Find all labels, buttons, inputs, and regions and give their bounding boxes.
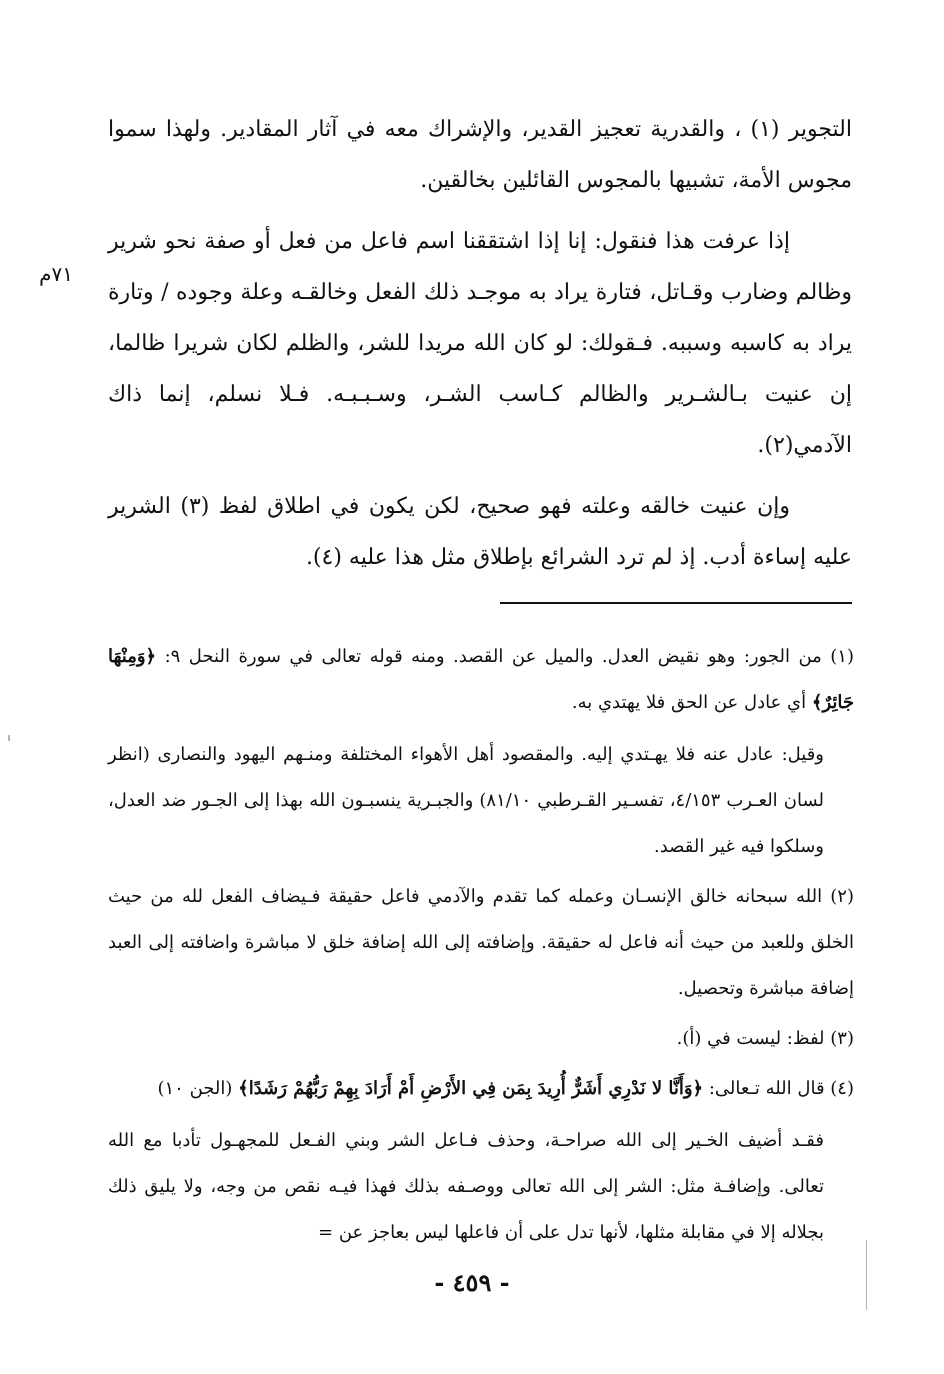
footnote-4-quran-quote: ﴿وَأَنَّا لا نَدْرِي أَشَرٌّ أُرِيدَ بِمَن فِي الأَرْضِ أَمْ أَرَادَ بِهِمْ رَبُّهُمْ رَشَدًا﴾: [238, 1078, 704, 1099]
manuscript-folio-note: ٧١م: [39, 262, 73, 286]
scan-edge-line: [866, 1240, 867, 1310]
scan-edge-mark: [8, 735, 10, 741]
footnote-2: (٢) الله سبحانه خالق الإنسـان وعمله كما تقدم والآدمي فاعل حقيقة فـيضاف الفعل لله من حيث الخلق وللعبد من حيث أنه فاعل له حقيقة. وإضافته إلى الله إضافة خلق لا مباشرة واضافته إلى العبد إضافة مباشرة وتحصيل.: [108, 886, 854, 999]
footnote-1-quran-quote: ﴿وَمِنْهَا جَائِرٌ﴾: [108, 646, 854, 713]
footnote-4-text: (٤) قال الله تـعالى:: [708, 1078, 854, 1099]
footnote-4-continuation: فقـد أضيف الخـير إلى الله صراحـة، وحذف فـاعل الشر وبني الفـعل للمجهـول تأدبا مع الله تعالى. وإضافـة مثل: الشر إلى الله تعالى ووصـفه بذلك فهذا فيـه نقص من وجه، ولا يليق ذلك بجلاله إلا في مقابلة مثلها، لأنها تدل على أن فاعلها ليس بعاجز عن =: [108, 1130, 824, 1243]
footnote-3: (٣) لفظ: ليست في (أ).: [676, 1028, 854, 1049]
footnote-4-reference: (الجن ١٠): [157, 1078, 233, 1099]
footnote-4: [108, 1066, 854, 1112]
paragraph-3: وإن عنيت خالقه وعلته فهو صحيح، لكن يكون في اطلاق لفظ (٣) الشرير عليه إساءة أدب. إذ لم ترد الشرائع بإطلاق مثل هذا عليه (٤).: [108, 494, 852, 570]
footnotes: [108, 634, 854, 1256]
main-text: [108, 104, 852, 583]
paragraph-2: إذا عرفت هذا فنقول: إنا إذا اشتققنا اسم فاعل من فعل أو صفة نحو شرير وظالم وضارب وقـاتل، فتارة يراد به موجـد ذلك الفعل وخالقـه وعلة وجوده / وتارة يراد به كاسبه وسببه. فـقولك: لو كان الله مريدا للشر، والظلم لكان شريرا ظالما، إن عنيت بـالشـرير والظالم كـاسب الشـر، وسـبـبـه. فـلا نسلم، إنما ذاك الآدمي(٢).: [108, 229, 852, 458]
paragraph-1: التجوير (١) ، والقدرية تعجيز القدير، والإشراك معه في آثار المقادير. ولهذا سموا مجوس الأمة، تشبيها بالمجوس القائلين بخالقين.: [108, 117, 852, 193]
page-number: - ٤٥٩ -: [434, 1268, 510, 1297]
footnote-1: [108, 634, 854, 726]
footnote-separator: [500, 602, 852, 604]
footnote-1-text: (١) من الجور: وهو نقيض العدل. والميل عن القصد. ومنه قوله تعالى في سورة النحل ٩:: [164, 646, 854, 667]
footnote-1-tail: أي عادل عن الحق فلا يهتدي به.: [571, 692, 807, 713]
footnote-1-continuation: وقيل: عادل عنه فلا يهـتدي إليه. والمقصود أهل الأهواء المختلفة ومنـهم اليهود والنصارى (انظر لسان العـرب ٤/١٥٣، تفسـير القـرطبي ٨١/١٠) والجبـرية ينسبـون الله بهذا إلى الجـور ضد العدل، وسلكوا فيه غير القصد.: [108, 744, 824, 857]
